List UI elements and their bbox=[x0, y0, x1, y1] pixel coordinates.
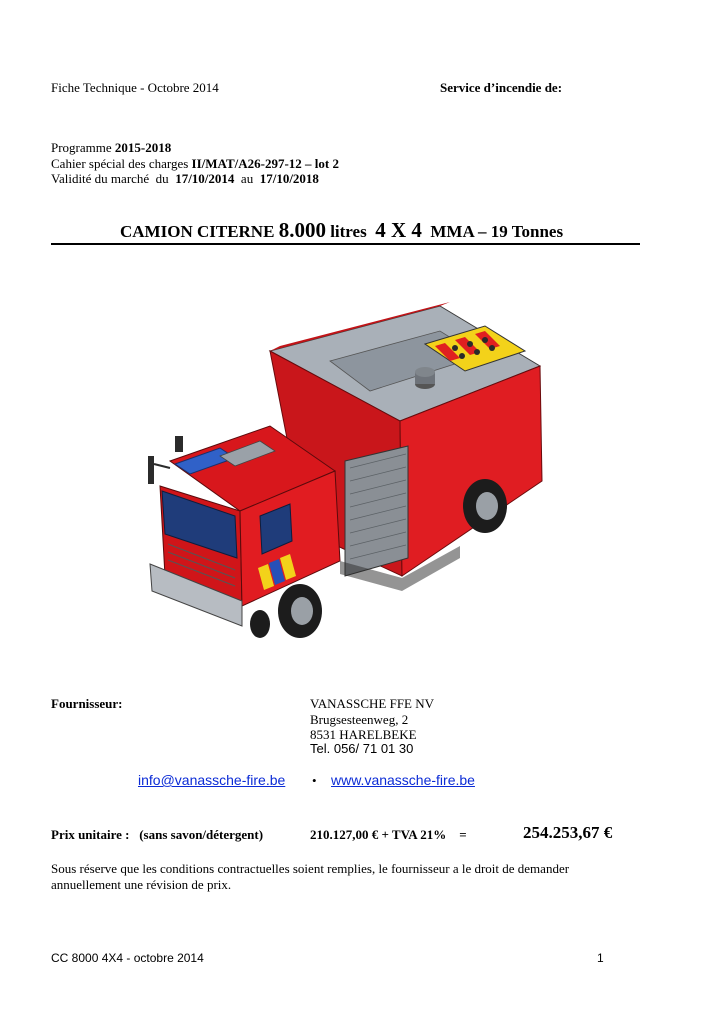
title-underline bbox=[51, 243, 640, 245]
bullet: • bbox=[312, 773, 317, 788]
validite-from: 17/10/2014 bbox=[175, 171, 235, 186]
supplier-website-link[interactable]: www.vanassche-fire.be bbox=[331, 772, 475, 788]
footer-left: CC 8000 4X4 - octobre 2014 bbox=[51, 951, 204, 965]
validite-label: Validité du marché du bbox=[51, 171, 176, 186]
cahier-label: Cahier spécial des charges bbox=[51, 156, 192, 171]
title-drive: 4 X 4 bbox=[375, 218, 422, 242]
programme-label: Programme bbox=[51, 140, 115, 155]
supplier-city: 8531 HARELBEKE bbox=[310, 727, 417, 742]
title-part1: CAMION CITERNE bbox=[120, 222, 279, 241]
note-line1: Sous réserve que les conditions contractuelles soient remplies, le fournisseur a le droit de demander bbox=[51, 861, 570, 876]
title-part2: litres bbox=[325, 222, 376, 241]
title-volume: 8.000 bbox=[278, 218, 326, 242]
cahier-line bbox=[51, 156, 339, 171]
price-label: Prix unitaire : (sans savon/détergent) bbox=[51, 827, 264, 842]
cahier-value: II/MAT/A26-297-12 – lot 2 bbox=[191, 156, 339, 171]
validite-line bbox=[51, 171, 319, 186]
supplier-email-link[interactable]: info@vanassche-fire.be bbox=[138, 772, 286, 788]
supplier-label: Fournisseur: bbox=[51, 696, 123, 711]
supplier-street: Brugsesteenweg, 2 bbox=[310, 712, 409, 727]
header-left: Fiche Technique - Octobre 2014 bbox=[51, 80, 219, 95]
page-title bbox=[120, 218, 563, 244]
validite-mid: au bbox=[234, 171, 260, 186]
programme-line bbox=[51, 140, 171, 155]
validite-to: 17/10/2018 bbox=[259, 171, 319, 186]
page-number: 1 bbox=[597, 951, 604, 965]
price-total: 254.253,67 € bbox=[523, 823, 613, 842]
note-line2: annuellement une révision de prix. bbox=[51, 877, 232, 892]
header-right: Service d’incendie de: bbox=[440, 80, 563, 95]
fire-truck-image bbox=[140, 296, 560, 646]
price-net: 210.127,00 € + TVA 21% = bbox=[310, 827, 467, 842]
title-part3: MMA – 19 Tonnes bbox=[421, 222, 564, 241]
supplier-tel: Tel. 056/ 71 01 30 bbox=[310, 741, 414, 756]
programme-value: 2015-2018 bbox=[114, 140, 172, 155]
supplier-name: VANASSCHE FFE NV bbox=[310, 696, 435, 711]
